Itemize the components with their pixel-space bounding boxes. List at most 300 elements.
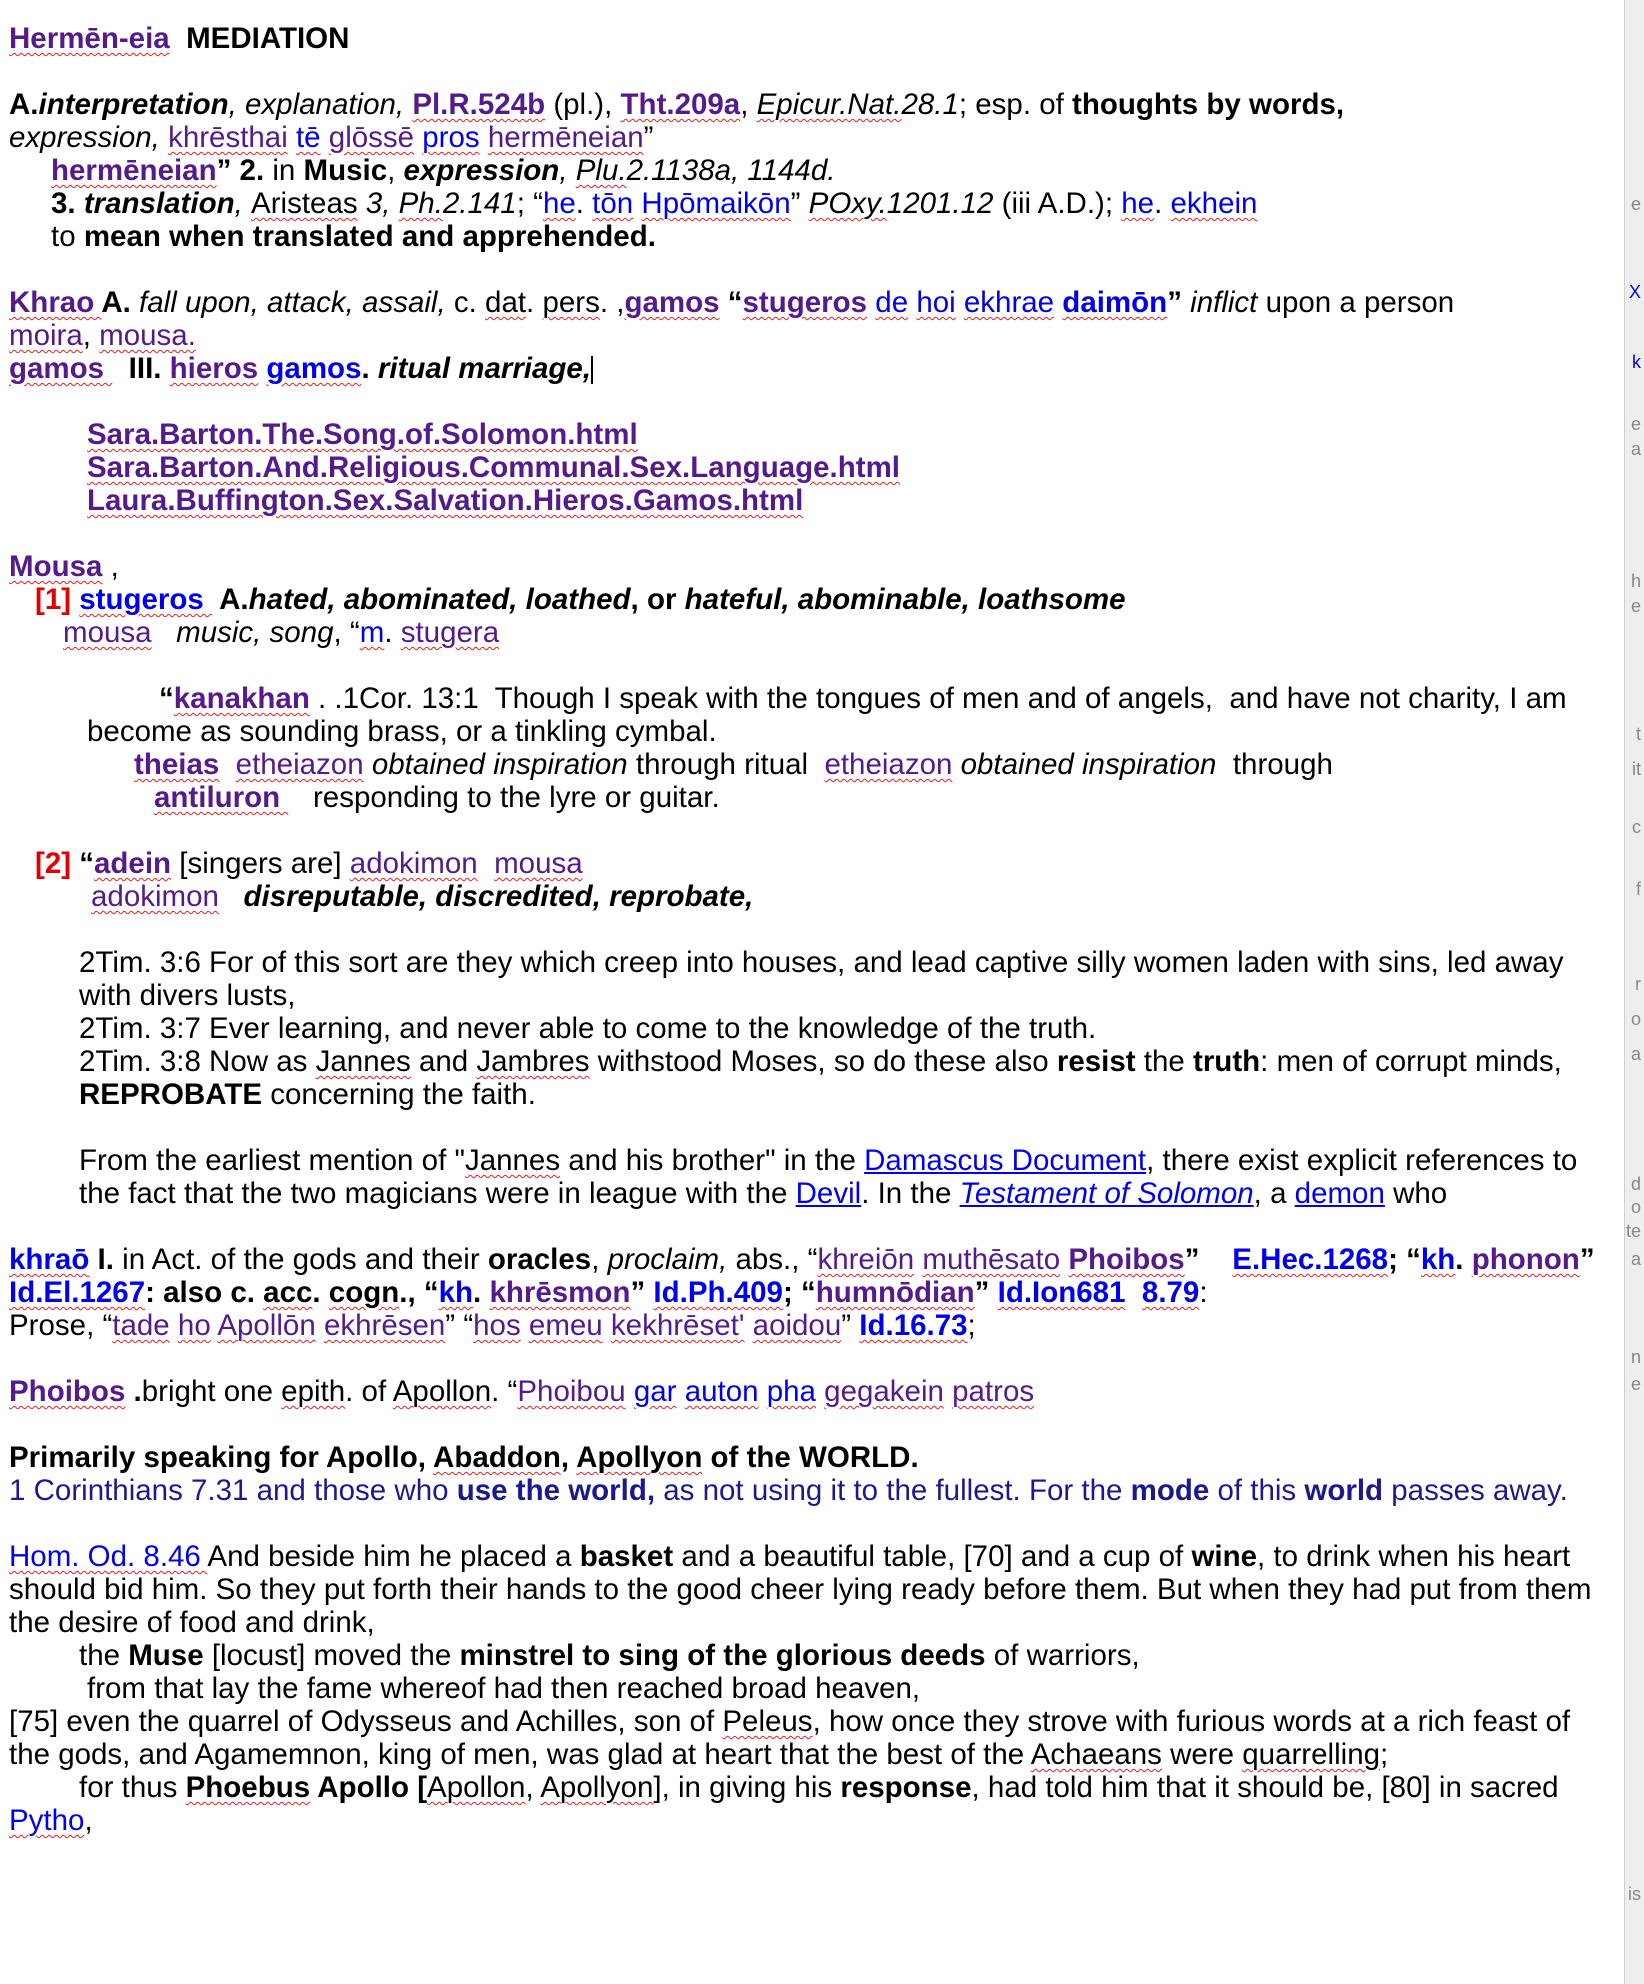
text-run: proclaim,	[607, 1243, 728, 1276]
definition-interpretation	[9, 88, 1609, 121]
fame-line	[9, 1672, 1609, 1705]
text-run: truth	[1193, 1045, 1261, 1078]
link-text[interactable]: gamos	[624, 286, 720, 319]
link-text[interactable]: antiluron	[154, 781, 289, 814]
text-run: ,	[82, 319, 100, 352]
link-text[interactable]: emeu	[528, 1309, 603, 1342]
link-text[interactable]: gamos	[9, 352, 113, 385]
text-run: Jannes	[315, 1045, 411, 1078]
theias-line	[9, 748, 1609, 781]
mousa-sense-2	[9, 847, 1609, 880]
definition-music	[9, 154, 1609, 187]
text-cursor	[591, 356, 593, 384]
text-run	[816, 1375, 824, 1408]
corinthians-verse	[9, 1474, 1609, 1507]
link-text[interactable]: gar	[633, 1375, 677, 1408]
text-run: through ritual	[627, 748, 825, 781]
text-run: 28.1	[901, 88, 959, 121]
link-text[interactable]: stugeros	[79, 583, 213, 616]
text-run: . .1Cor. 13:1 Though I speak with the tongues of men and of angels, and have not charity, I am become as sounding brass, or a tinkling cymbal.	[87, 682, 1575, 748]
text-run: Ph.	[398, 187, 443, 220]
edge-glyph: e	[1630, 414, 1641, 434]
text-run: A.	[212, 583, 249, 616]
text-run: ”	[630, 1276, 654, 1309]
link-text[interactable]: kh	[1420, 1243, 1456, 1276]
link-text[interactable]: Devil	[795, 1177, 862, 1210]
link-text[interactable]: mousa	[494, 847, 583, 880]
text-run: Prose, “	[9, 1309, 113, 1342]
text-run	[478, 847, 494, 880]
muse-line	[9, 1639, 1609, 1672]
link-text[interactable]: glōssē	[328, 121, 415, 154]
text-run: :	[1199, 1276, 1208, 1309]
text-run: .	[384, 616, 401, 649]
link-text[interactable]: tōn	[592, 187, 634, 220]
definition-meaning	[9, 220, 1609, 253]
text-run: [1]	[35, 583, 80, 616]
link-text[interactable]: hoi	[916, 286, 956, 319]
link-text[interactable]: Khrao	[9, 286, 102, 319]
link-text[interactable]: mousa.	[99, 319, 196, 352]
link-text[interactable]: Id.Ion681	[997, 1276, 1126, 1309]
link-text[interactable]: etheiazon	[235, 748, 364, 781]
text-run: basket	[579, 1540, 674, 1573]
link-text[interactable]: stugera	[400, 616, 500, 649]
text-run: . “	[491, 1375, 518, 1408]
link-text[interactable]: Apollōn	[217, 1309, 316, 1342]
link-text[interactable]: he	[542, 187, 576, 220]
edge-glyph: a	[1630, 1044, 1641, 1064]
text-run: minstrel to sing of the glorious deeds	[459, 1639, 986, 1672]
link-text[interactable]: kekhrēset'	[610, 1309, 745, 1342]
link-text[interactable]: Hom. Od. 8.46	[9, 1540, 208, 1573]
text-run: , or	[630, 583, 685, 616]
entry-khrao-moira	[9, 319, 1609, 352]
text-run: .	[361, 352, 378, 385]
text-run: ,	[559, 154, 576, 187]
text-run: , how once they strove with furious words at a rich feast of the gods, and Agamemnon, king of men, was glad at heart that the best of the	[9, 1705, 1579, 1771]
text-run: Apollyon	[540, 1771, 654, 1804]
edge-glyph: e	[1630, 194, 1641, 214]
link-text[interactable]: Mousa	[9, 550, 103, 583]
text-run: wine	[1191, 1540, 1258, 1573]
link-text[interactable]: Id.El.1267	[9, 1276, 146, 1309]
text-run: III.	[112, 352, 170, 385]
text-run: passes away.	[1383, 1474, 1568, 1507]
apollo-heading	[9, 1441, 1609, 1474]
text-run: 2.	[239, 154, 265, 187]
text-run: Jambres	[476, 1045, 590, 1078]
text-run: responding to the lyre or guitar.	[288, 781, 720, 814]
text-run: 2Tim. 3:6 For of this sort are they which creep into houses, and lead captive silly women laden with sins, led away with divers lusts,	[79, 946, 1572, 1012]
link-text[interactable]: phonon	[1471, 1243, 1580, 1276]
text-run: [2]	[35, 847, 80, 880]
text-run: ; “	[782, 1276, 816, 1309]
text-run: ,	[560, 1441, 577, 1474]
text-run: “	[719, 286, 743, 319]
link-text[interactable]: khreiōn	[817, 1243, 915, 1276]
text-run: ”	[974, 1276, 998, 1309]
link-text[interactable]: mousa	[63, 616, 152, 649]
text-run: ,	[234, 187, 252, 220]
text-run: obtained inspiration	[952, 748, 1217, 781]
text-run: ;	[1380, 1738, 1389, 1771]
text-run: POxy.	[808, 187, 887, 220]
text-run: , there exist explicit references to the fact that the two magicians were in league with the	[79, 1144, 1586, 1210]
text-run: were	[1161, 1738, 1243, 1771]
text-run: , a	[1253, 1177, 1295, 1210]
link-text[interactable]: hermēneian	[51, 154, 217, 187]
text-run: ”	[1184, 1243, 1233, 1276]
link-text[interactable]: Id.Ph.409	[653, 1276, 783, 1309]
text-run: and a beautiful table, [70] and a cup of	[673, 1540, 1192, 1573]
link-text[interactable]: Damascus Document	[864, 1144, 1147, 1177]
text-run: translation	[83, 187, 235, 220]
mousa-sense-1	[9, 583, 1609, 616]
text-run: ; “	[1388, 1243, 1421, 1276]
link-text[interactable]: adokimon	[91, 880, 219, 913]
text-run: 3.	[51, 187, 84, 220]
link-text[interactable]: auton	[684, 1375, 759, 1408]
homer-odyssey-passage	[9, 1540, 1609, 1639]
verse-2tim-3-6	[9, 946, 1609, 1012]
text-run: obtained inspiration	[363, 748, 628, 781]
text-run	[219, 748, 235, 781]
text-run: 3,	[357, 187, 399, 220]
text-run: Muse	[128, 1639, 204, 1672]
link-text[interactable]: gamos	[266, 352, 362, 385]
edge-glyph: d	[1630, 1174, 1641, 1194]
text-run: of this	[1209, 1474, 1305, 1507]
text-run: Apollon	[392, 1375, 492, 1408]
link-text[interactable]: humnōdian	[815, 1276, 975, 1309]
text-run: expression	[403, 154, 560, 187]
edge-glyph: r	[1635, 974, 1641, 994]
edge-glyph: it	[1632, 759, 1641, 779]
text-run: and his brother" in the	[560, 1144, 865, 1177]
link-text[interactable]: adokimon	[349, 847, 478, 880]
text-run: Abaddon	[433, 1441, 561, 1474]
text-run: ” “	[445, 1309, 474, 1342]
edge-glyph: e	[1630, 596, 1641, 616]
text-run: ”	[216, 154, 240, 187]
edge-glyph: e	[1630, 1374, 1641, 1394]
text-run: dat	[485, 286, 527, 319]
text-run: and	[410, 1045, 477, 1078]
link-text[interactable]: aoidou	[752, 1309, 842, 1342]
link-text[interactable]: kh	[438, 1276, 474, 1309]
text-run: .	[1455, 1243, 1472, 1276]
phoebus-passage	[9, 1771, 1609, 1837]
text-run: ;	[967, 1309, 976, 1342]
text-run: bright one	[141, 1375, 282, 1408]
document-body	[9, 22, 1609, 1837]
link-text[interactable]: khrēsthai	[168, 121, 288, 154]
text-run: ritual marriage,	[377, 352, 592, 385]
text-run: , to drink when his heart should bid him. So they put forth their hands to the good cheer lying ready before them. But when they had put from them the desire of food and drink,	[9, 1540, 1600, 1639]
text-run: , explanation,	[228, 88, 413, 121]
text-run	[956, 286, 964, 319]
text-run: as not using it to the fullest. For the	[655, 1474, 1131, 1507]
text-run: hateful, abominable, loathsome	[684, 583, 1126, 616]
link-text[interactable]: Sara.Barton.And.Religious.Communal.Sex.Language.html	[87, 451, 901, 484]
link-text[interactable]: moira	[9, 319, 83, 352]
text-run	[316, 1309, 324, 1342]
link-text[interactable]: Testament of Solomon	[959, 1177, 1254, 1210]
link-song-of-solomon[interactable]	[9, 418, 1609, 451]
link-text[interactable]: Id.16.73	[859, 1309, 968, 1342]
text-run: to	[51, 220, 84, 253]
link-text[interactable]: he	[1121, 187, 1155, 220]
text-run: A.	[101, 286, 131, 319]
link-text[interactable]: Laura.Buffington.Sex.Salvation.Hieros.Gamos.html	[87, 484, 804, 517]
text-run: the	[1135, 1045, 1193, 1078]
text-run: world	[1304, 1474, 1384, 1507]
text-run	[480, 121, 488, 154]
text-run: ”	[841, 1309, 860, 1342]
text-run: epith	[281, 1375, 346, 1408]
link-text[interactable]: Phoibou	[517, 1375, 626, 1408]
text-run: pers	[542, 286, 600, 319]
definition-translation	[9, 187, 1609, 220]
text-run: who	[1384, 1177, 1448, 1210]
link-text[interactable]: gegakein	[824, 1375, 944, 1408]
text-run: , had told him that it should be, [80] in sacred	[971, 1771, 1567, 1804]
prose-citations	[9, 1309, 1609, 1342]
link-text[interactable]: Phoibos	[9, 1375, 126, 1408]
link-text[interactable]: daimōn	[1062, 286, 1168, 319]
text-run: : also c.	[145, 1276, 264, 1309]
link-text[interactable]: pros	[422, 121, 480, 154]
link-text[interactable]: khraō	[9, 1243, 90, 1276]
text-run: in Act. of the gods and their	[113, 1243, 488, 1276]
text-run: From the earliest mention of "	[79, 1144, 465, 1177]
text-run: .	[526, 286, 543, 319]
text-run: Music	[303, 154, 388, 187]
antiluron-line	[9, 781, 1609, 814]
text-run: abs., “	[727, 1243, 818, 1276]
text-run: Epicur.	[756, 88, 848, 121]
text-run	[1126, 1276, 1142, 1309]
link-text[interactable]: hieros	[169, 352, 259, 385]
text-run: ], in giving his	[653, 1771, 841, 1804]
text-run: in	[264, 154, 304, 187]
text-run: Apollo [	[310, 1771, 428, 1804]
text-run: ,	[525, 1771, 541, 1804]
text-run	[170, 1309, 178, 1342]
text-run: upon a person	[1257, 286, 1455, 319]
edge-glyph: o	[1630, 1009, 1641, 1029]
text-run: .	[473, 1276, 490, 1309]
mousa-music-song	[9, 616, 1609, 649]
text-run	[944, 1375, 952, 1408]
link-text[interactable]: patros	[952, 1375, 1035, 1408]
edge-glyph: te	[1625, 1221, 1641, 1241]
text-run: : men of corrupt minds,	[1260, 1045, 1571, 1078]
text-run: .	[312, 1276, 329, 1309]
text-run: .	[125, 1375, 142, 1408]
text-run: concerning the faith.	[262, 1078, 536, 1111]
text-run: 2Tim. 3:8 Now as	[79, 1045, 316, 1078]
text-run: Primarily speaking for Apollo,	[9, 1441, 434, 1474]
text-run	[603, 1309, 611, 1342]
link-text[interactable]: Hermēn-eia	[9, 22, 170, 55]
link-text[interactable]: etheiazon	[824, 748, 953, 781]
text-run: ,	[102, 550, 119, 583]
text-run: ,	[591, 1243, 608, 1276]
text-run: . ,	[599, 286, 625, 319]
text-run: music, song	[151, 616, 334, 649]
link-text[interactable]: Hpōmaikōn	[641, 187, 791, 220]
text-run: response	[840, 1771, 972, 1804]
text-run: inflict	[1190, 286, 1258, 319]
text-run: Achaeans	[1030, 1738, 1162, 1771]
text-run: . of	[345, 1375, 393, 1408]
text-run: Phoebus	[185, 1771, 311, 1804]
entry-heading-hermeneia	[9, 22, 1609, 55]
text-run: resist	[1056, 1045, 1136, 1078]
text-run: [75] even the quarrel of Odysseus and Achilles, son of	[9, 1705, 723, 1738]
text-run: of the WORLD.	[702, 1441, 919, 1474]
text-run: expression,	[9, 121, 169, 154]
text-run: “	[79, 847, 94, 880]
text-run	[321, 121, 329, 154]
link-text[interactable]: ho	[177, 1309, 211, 1342]
text-run: the	[79, 1639, 129, 1672]
edge-glyph: t	[1635, 724, 1641, 744]
link-text[interactable]: demon	[1294, 1177, 1385, 1210]
edge-glyph: a	[1630, 439, 1641, 459]
text-run: oracles	[487, 1243, 592, 1276]
edge-glyph: k	[1632, 352, 1641, 372]
text-run: fall upon, attack, assail,	[130, 286, 454, 319]
text-run: ,	[84, 1804, 93, 1837]
link-text[interactable]: E.Hec.1268	[1232, 1243, 1389, 1276]
link-text[interactable]: khrēsmon	[489, 1276, 631, 1309]
edge-glyph: o	[1630, 1197, 1641, 1217]
link-text[interactable]: Pytho	[9, 1804, 85, 1837]
link-text[interactable]: tade	[112, 1309, 170, 1342]
edge-glyph: X	[1628, 282, 1641, 302]
text-run: (iii A.D.);	[993, 187, 1122, 220]
text-run: for thus	[79, 1771, 186, 1804]
link-text[interactable]: hermēneian	[487, 121, 644, 154]
text-run: .	[1154, 187, 1171, 220]
link-text[interactable]: ekhein	[1170, 187, 1258, 220]
text-run: 1201.12	[886, 187, 994, 220]
text-run: Plu.	[575, 154, 627, 187]
text-run: thoughts by words,	[1072, 88, 1345, 121]
text-run: ,	[387, 154, 404, 187]
link-sex-salvation[interactable]	[9, 484, 1609, 517]
entry-gamos	[9, 352, 1609, 385]
text-run: disreputable, discredited, reprobate,	[243, 880, 754, 913]
text-run: withstood Moses, so do these also	[589, 1045, 1057, 1078]
link-text[interactable]: 8.79	[1141, 1276, 1200, 1309]
entry-phoibos	[9, 1375, 1609, 1408]
jannes-paragraph	[9, 1144, 1609, 1210]
text-run	[626, 1375, 634, 1408]
text-run: Peleus	[722, 1705, 813, 1738]
text-run: ,	[740, 88, 757, 121]
text-run: from that lay the fame whereof had then reached broad heaven,	[87, 1672, 921, 1705]
text-run: c.	[453, 286, 486, 319]
link-text[interactable]: adein	[94, 847, 172, 880]
link-text[interactable]: kanakhan	[173, 682, 310, 715]
text-run: 1 Corinthians 7.31 and those who	[9, 1474, 457, 1507]
entry-khrao-oracles	[9, 1243, 1609, 1309]
link-religious-sex-language[interactable]	[9, 451, 1609, 484]
text-run: ”	[1579, 1243, 1603, 1276]
text-run: A.	[9, 88, 39, 121]
verse-2tim-3-7	[9, 1012, 1609, 1045]
text-run: [locust] moved the	[203, 1639, 460, 1672]
link-text[interactable]: tē	[295, 121, 321, 154]
text-run: mean when translated and apprehended.	[83, 220, 656, 253]
link-text[interactable]: m	[359, 616, 385, 649]
text-run	[521, 1309, 529, 1342]
text-run: ; esp. of	[958, 88, 1073, 121]
edge-glyph: c	[1632, 817, 1641, 837]
text-run: interpretation	[38, 88, 229, 121]
text-run: ., “	[399, 1276, 439, 1309]
text-run: “	[159, 682, 174, 715]
link-text[interactable]: stugeros	[742, 286, 868, 319]
text-run: 2Tim. 3:7 Ever learning, and never able to come to the knowledge of the truth.	[79, 1012, 1097, 1045]
link-text[interactable]: Sara.Barton.The.Song.of.Solomon.html	[87, 418, 638, 451]
text-run: ”	[1167, 286, 1191, 319]
edge-glyph: f	[1635, 879, 1641, 899]
text-run: Apollon	[427, 1771, 526, 1804]
entry-mousa	[9, 550, 1609, 583]
edge-glyph: n	[1630, 1347, 1641, 1367]
text-run: 2.141	[442, 187, 517, 220]
text-run: I.	[89, 1243, 114, 1276]
link-text[interactable]: Pl.R.524b	[412, 88, 546, 121]
text-run: (pl.),	[545, 88, 621, 121]
definition-expression	[9, 121, 1609, 154]
text-run: quarrelling	[1242, 1738, 1381, 1771]
edge-glyph: h	[1630, 571, 1641, 591]
adjacent-window-edge	[1624, 0, 1644, 1984]
text-run	[744, 1309, 752, 1342]
edge-glyph: is	[1628, 1884, 1641, 1904]
link-text[interactable]: muthēsato	[922, 1243, 1061, 1276]
text-run: REPROBATE	[79, 1078, 263, 1111]
text-run: ”	[643, 121, 654, 154]
text-run: Apollyon	[576, 1441, 703, 1474]
edge-glyph: a	[1630, 1249, 1641, 1269]
link-text[interactable]: de	[875, 286, 909, 319]
link-text[interactable]: ekhrae	[963, 286, 1055, 319]
link-text[interactable]: Tht.209a	[620, 88, 741, 121]
text-run: use the world,	[456, 1474, 656, 1507]
text-run	[759, 1375, 767, 1408]
verse-2tim-3-8	[9, 1045, 1609, 1111]
text-run	[676, 1375, 684, 1408]
link-text[interactable]: theias	[134, 748, 220, 781]
link-text[interactable]: pha	[766, 1375, 816, 1408]
link-text[interactable]: ekhrēsen	[323, 1309, 446, 1342]
adokimon-line	[9, 880, 1609, 913]
link-text[interactable]: Phoibos	[1068, 1243, 1185, 1276]
text-run: hated, abominated, loathed	[248, 583, 631, 616]
text-run: .	[575, 187, 593, 220]
text-run: mode	[1130, 1474, 1210, 1507]
link-text[interactable]: hos	[473, 1309, 521, 1342]
text-run: ; “	[516, 187, 543, 220]
text-run: acc	[263, 1276, 313, 1309]
